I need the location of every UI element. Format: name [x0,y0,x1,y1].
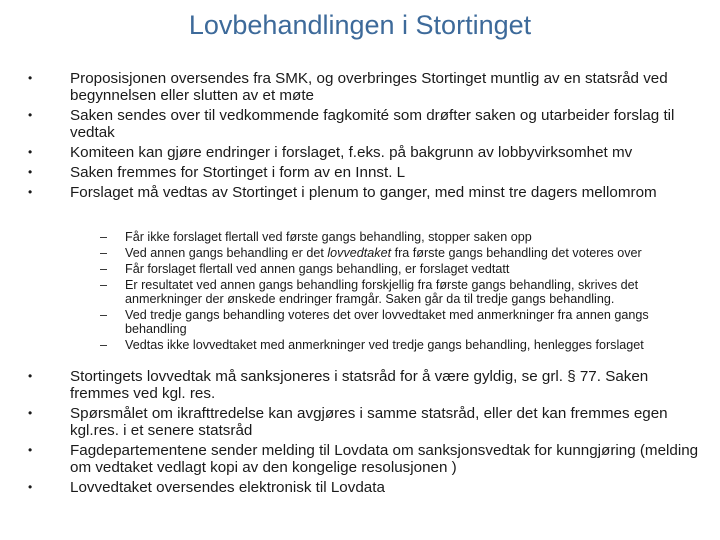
bullet-icon: • [28,443,33,457]
bullet-icon: • [28,71,33,85]
bullet-item: • Lovvedtaket oversendes elektronisk til Lovdata [28,479,385,496]
bullet-item: • Saken fremmes for Stortinget i form av en Innst. L [28,164,406,181]
sub-bullet-item: – Er resultatet ved annen gangs behandling forskjellig fra første gangs behandling, skrives det anmerkninger der ønskede endringer framgår. Saken går da til tredje gangs behandling. [100,278,639,306]
dash-icon: – [100,246,108,260]
sub-bullet-item: – Ved annen gangs behandling er det lovvedtaket fra første gangs behandling det voteres over [100,246,642,260]
bullet-item: • Saken sendes over til vedkommende fagkomité som drøfter saken og utarbeider forslag til vedtak [28,107,675,141]
dash-icon: – [100,338,108,352]
bullet-icon: • [28,145,33,159]
bullet-item: • Stortingets lovvedtak må sanksjoneres i statsråd for å være gyldig, se grl. § 77. Saken fremmes ved kgl. res. [28,368,649,402]
dash-icon: – [100,262,108,276]
bullet-item: • Proposisjonen oversendes fra SMK, og overbringes Stortinget muntlig av en statsråd ved begynnelsen eller slutten av et møte [28,70,668,104]
bullet-item: • Fagdepartementene sender melding til Lovdata om sanksjonsvedtak for kunngjøring (melding om vedtaket vedlagt kopi av den kongelige resolusjonen ) [28,442,699,476]
sub-bullet-item: – Vedtas ikke lovvedtaket med anmerkninger ved tredje gangs behandling, henlegges forslaget [100,338,644,352]
bullet-icon: • [28,480,33,494]
sub-bullet-item: – Får ikke forslaget flertall ved første gangs behandling, stopper saken opp [100,230,532,244]
dash-icon: – [100,278,108,292]
dash-icon: – [100,230,108,244]
main-bullet-list-bottom [28,368,708,499]
bullet-item: • Forslaget må vedtas av Stortinget i plenum to ganger, med minst tre dagers mellomrom [28,184,657,201]
sub-bullet-item: – Ved tredje gangs behandling voteres det over lovvedtaket med anmerkninger fra annen gangs behandling [100,308,649,336]
bullet-icon: • [28,108,33,122]
bullet-icon: • [28,165,33,179]
bullet-icon: • [28,369,33,383]
slide-title: Lovbehandlingen i Stortinget [188,10,532,40]
dash-icon: – [100,308,108,322]
bullet-icon: • [28,406,33,420]
bullet-item: • Spørsmålet om ikrafttredelse kan avgjøres i samme statsråd, eller det kan fremmes egen kgl.res. i et senere statsråd [28,405,668,439]
sub-bullet-item: – Får forslaget flertall ved annen gangs behandling, er forslaget vedtatt [100,262,510,276]
sub-bullet-list [100,230,700,354]
bullet-icon: • [28,185,33,199]
main-bullet-list-top [28,70,708,204]
bullet-item: • Komiteen kan gjøre endringer i forslaget, f.eks. på bakgrunn av lobbyvirksomhet mv [28,144,633,161]
